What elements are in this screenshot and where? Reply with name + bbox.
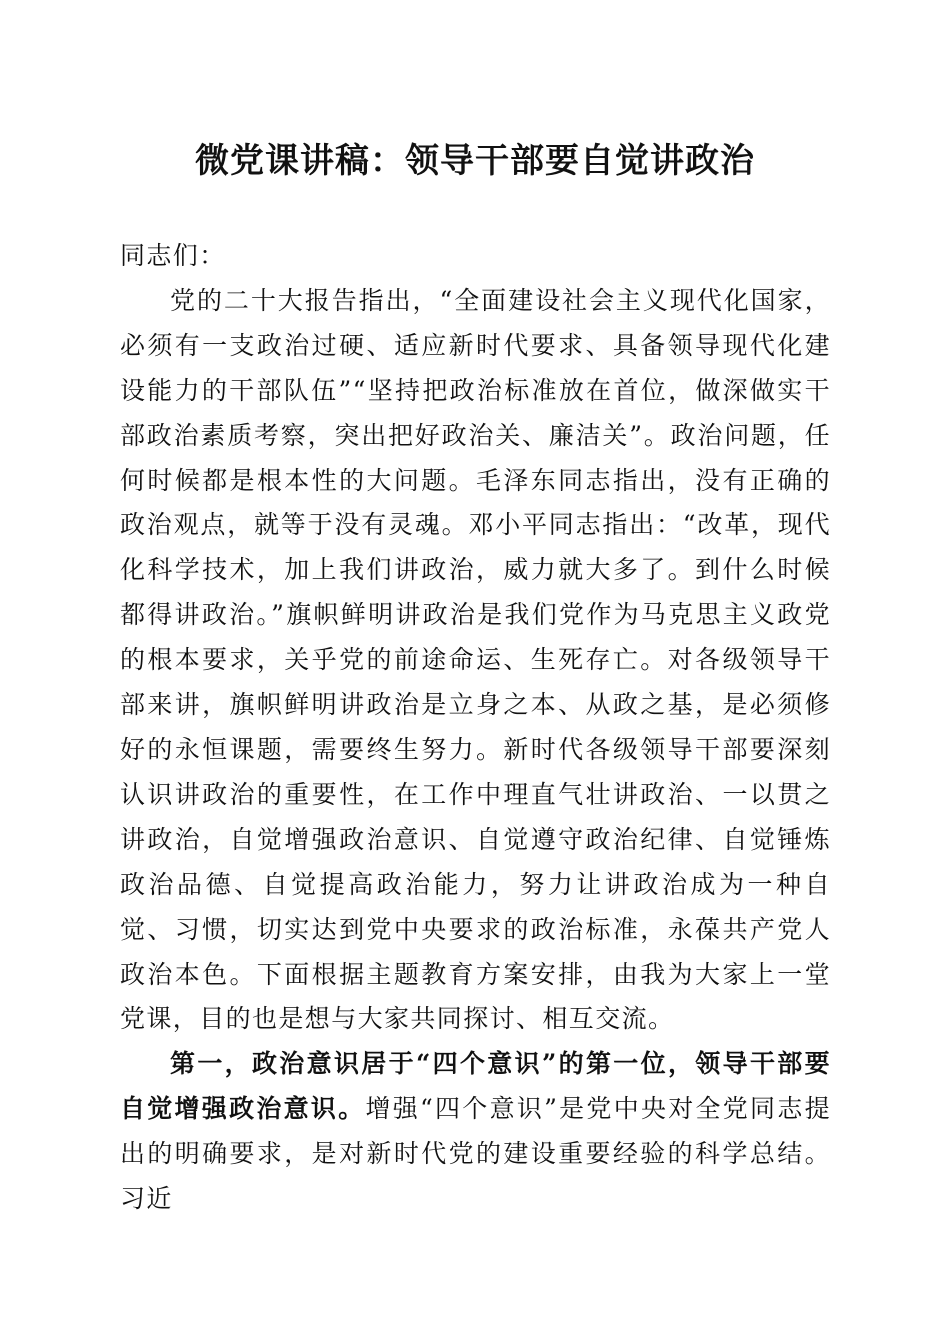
document-body [120, 234, 831, 1222]
section-one-text: 增强“四个意识”是党中央对全党同志提出的明确要求，是对新时代党的建设重要经验的科学总结。习近 [120, 1094, 831, 1214]
section-one-heading: 第一，政治意识居于“四个意识”的第一位，领导干部要自觉增强政治意识。 [120, 1049, 831, 1124]
document-title: 微党课讲稿：领导干部要自觉讲政治 [195, 141, 755, 181]
salutation: 同志们： [120, 241, 226, 270]
paragraph-intro: 党的二十大报告指出，“全面建设社会主义现代化国家，必须有一支政治过硬、适应新时代要求、具备领导现代化建设能力的干部队伍”“坚持把政治标准放在首位，做深做实干部政治素质考察，突出把好政治关、廉洁关”。政治问题，任何时候都是根本性的大问题。毛泽东同志指出，没有正确的政治观点，就等于没有灵魂。邓小平同志指出：“改革，现代化科学技术，加上我们讲政治，威力就大多了。到什么时候都得讲政治。”旗帜鲜明讲政治是我们党作为马克思主义政党的根本要求，关乎党的前途命运、生死存亡。对各级领导干部来讲，旗帜鲜明讲政治是立身之本、从政之基，是必须修好的永恒课题，需要终生努力。新时代各级领导干部要深刻认识讲政治的重要性，在工作中理直气壮讲政治、一以贯之讲政治，自觉增强政治意识、自觉遵守政治纪律、自觉锤炼政治品德、自觉提高政治能力，努力让讲政治成为一种自觉、习惯，切实达到党中央要求的政治标准，永葆共产党人政治本色。下面根据主题教育方案安排，由我为大家上一堂党课，目的也是想与大家共同探讨、相互交流。 [120, 285, 831, 1034]
paragraph-section-one [120, 1042, 831, 1222]
